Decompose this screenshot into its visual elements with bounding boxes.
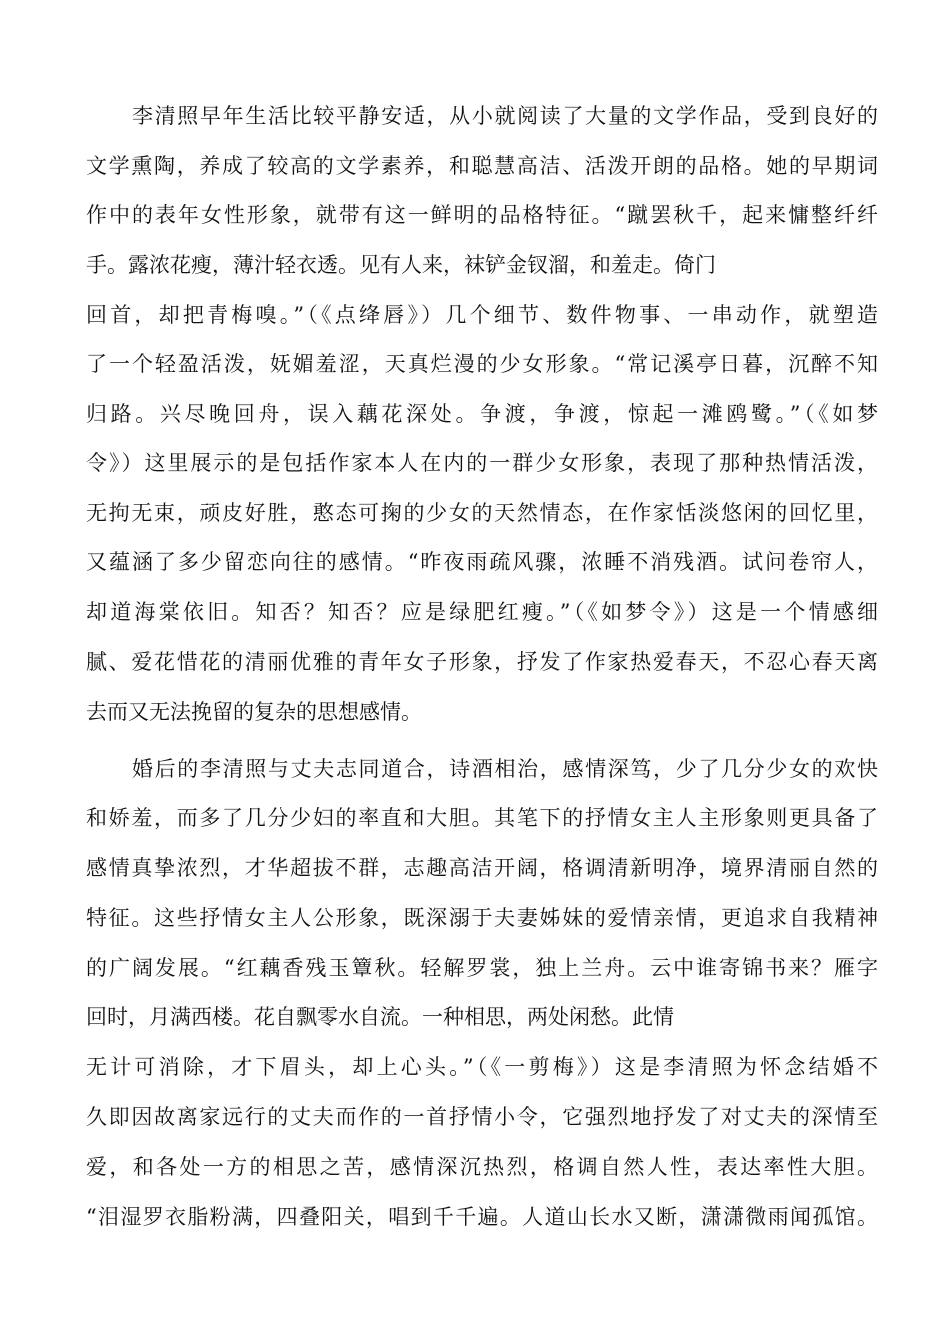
- text-line: 腻、爱花惜花的清丽优雅的青年女子形象，抒发了作家热爱春天，不忍心春天离: [86, 650, 878, 674]
- text-line: 又蕴涵了多少留恋向往的感情。“昨夜雨疏风骤，浓睡不消残酒。试问卷帘人，: [86, 550, 878, 574]
- text-line: 文学熏陶，养成了较高的文学素养，和聪慧高洁、活泼开朗的品格。她的早期词: [86, 154, 878, 178]
- text-line: 了一个轻盈活泼，妩媚羞涩，天真烂漫的少女形象。“常记溪亭日暮，沉醉不知: [86, 352, 878, 376]
- text-line: 归路。兴尽晚回舟，误入藕花深处。争渡，争渡，惊起一滩鸥鹭。”（《如梦: [86, 402, 878, 426]
- text-line: 久即因故离家远行的丈夫而作的一首抒情小令，它强烈地抒发了对丈夫的深情至: [86, 1105, 878, 1129]
- text-line: 和娇羞，而多了几分少妇的率直和大胆。其笔下的抒情女主人主形象则更具备了: [86, 806, 878, 830]
- text-line: 李清照早年生活比较平静安适，从小就阅读了大量的文学作品，受到良好的: [132, 104, 878, 128]
- text-line: 婚后的李清照与丈夫志同道合，诗酒相治，感情深笃，少了几分少女的欢快: [132, 757, 878, 781]
- text-line: 无计可消除，才下眉头，却上心头。”（《一剪梅》）这是李清照为怀念结婚不: [86, 1055, 878, 1079]
- text-line: 去而又无法挽留的复杂的思想感情。: [86, 700, 422, 724]
- text-line: 的广阔发展。“红藕香残玉簟秋。轻解罗裳，独上兰舟。云中谁寄锦书来？雁字: [86, 956, 878, 980]
- text-line: “泪湿罗衣脂粉满，四叠阳关，唱到千千遍。人道山长水又断，潇潇微雨闻孤馆。: [86, 1205, 878, 1229]
- text-line: 感情真挚浓烈，才华超拔不群，志趣高洁开阔，格调清新明净，境界清丽自然的: [86, 856, 878, 880]
- text-line: 却道海棠依旧。知否？知否？应是绿肥红瘦。”（《如梦令》）这是一个情感细: [86, 600, 878, 624]
- text-line: 令》）这里展示的是包括作家本人在内的一群少女形象，表现了那种热情活泼，: [86, 451, 878, 475]
- text-line: 特征。这些抒情女主人公形象，既深溺于夫妻姊妹的爱情亲情，更追求自我精神: [86, 906, 878, 930]
- text-line: 回首，却把青梅嗅。”（《点绛唇》）几个细节、数件物事、一串动作，就塑造: [86, 303, 878, 327]
- text-line: 爱，和各处一方的相思之苦，感情深沉热烈，格调自然人性，表达率性大胆。: [86, 1155, 878, 1179]
- text-line: 作中的表年女性形象，就带有这一鲜明的品格特征。“蹴罢秋千，起来慵整纤纤: [86, 203, 878, 227]
- text-line: 回时，月满西楼。花自飘零水自流。一种相思，两处闲愁。此情: [86, 1005, 674, 1029]
- text-line: 无拘无束，顽皮好胜，憨态可掬的少女的天然情态，在作家恬淡悠闲的回忆里，: [86, 501, 878, 525]
- text-line: 手。露浓花瘦，薄汁轻衣透。见有人来，袜铲金钗溜，和羞走。倚门: [86, 253, 716, 277]
